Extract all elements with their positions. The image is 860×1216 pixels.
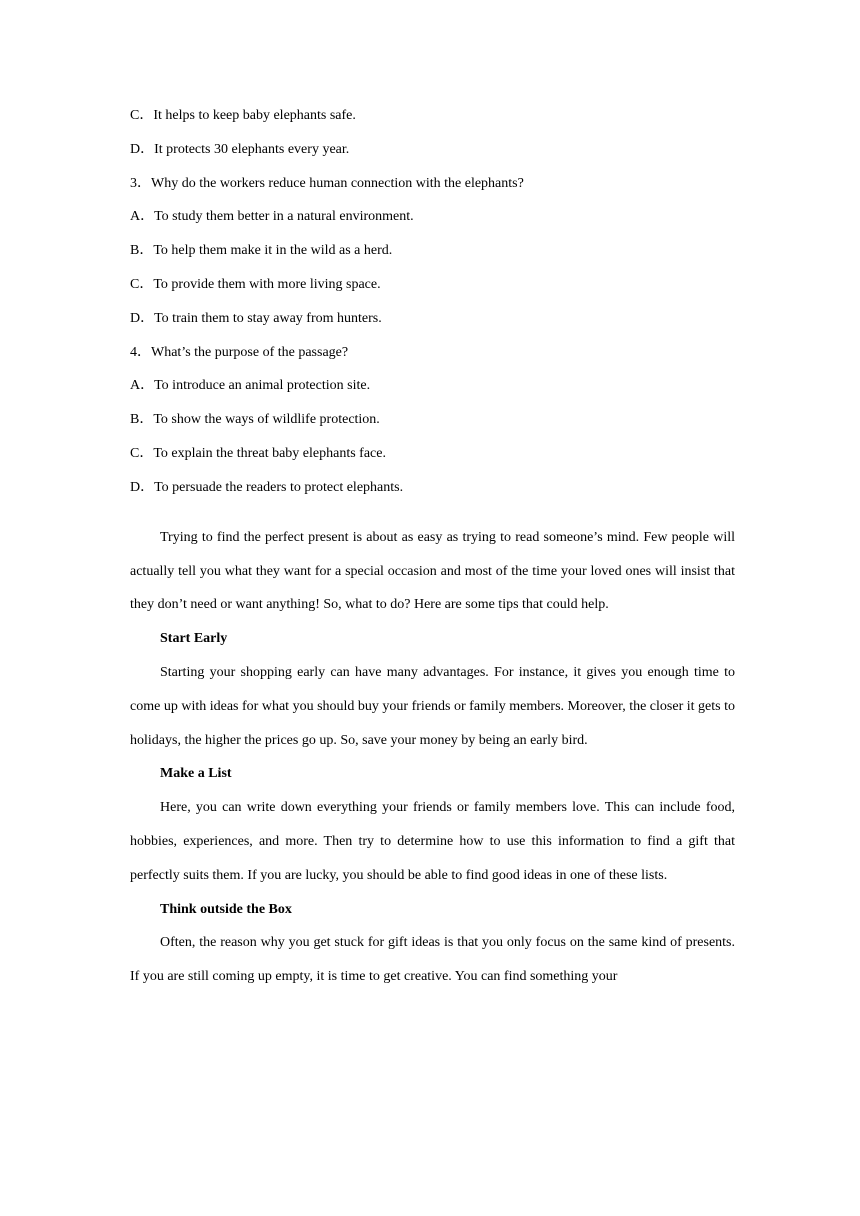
option-c-q2: C．It helps to keep baby elephants safe. — [130, 108, 356, 123]
option-d-q2: D．It protects 30 elephants every year. — [130, 141, 350, 157]
question-4-option-d: D．To persuade the readers to protect elephants. — [130, 479, 404, 495]
section-text-start-early: Starting your shopping early can have many advantages. For instance, it gives you enough time to come up with ideas for what you should buy your friends or family members. Moreover, the closer it gets to holidays, the higher the prices go up. So, save your money by being an early bird. — [130, 664, 735, 748]
passage-intro: Trying to find the perfect present is about as easy as trying to read someone’s mind. Few people will actually tell you what they want for a special occasion and most of the time your loved ones will insist that they don’t need or want anything! So, what to do? Here are some tips that could help. — [130, 529, 735, 613]
question-3-option-d: D．To train them to stay away from hunters. — [130, 310, 382, 326]
section-text-think-outside-the-box: Often, the reason why you get stuck for gift ideas is that you only focus on the same kind of presents. If you are still coming up empty, it is time to get creative. You can find something your — [130, 935, 735, 985]
question-4-stem: 4．What’s the purpose of the passage? — [130, 344, 349, 360]
question-4-option-c: C．To explain the threat baby elephants face. — [130, 445, 386, 461]
section-heading-start-early: Start Early — [160, 631, 228, 647]
section-heading-make-a-list: Make a List — [160, 766, 232, 782]
reading-passage — [130, 521, 735, 994]
question-4-option-a: A．To introduce an animal protection site. — [130, 378, 371, 394]
question-3-option-a: A．To study them better in a natural environment. — [130, 209, 414, 225]
section-text-make-a-list: Here, you can write down everything your friends or family members love. This can include food, hobbies, experiences, and more. Then try to determine how to use this information to find a gift that perfectly suits them. If you are lucky, you should be able to find good ideas in one of these lists. — [130, 800, 735, 883]
question-3-option-b: B．To help them make it in the wild as a herd. — [130, 243, 393, 259]
document-page — [130, 108, 735, 994]
question-block — [130, 108, 735, 496]
question-4-option-b: B．To show the ways of wildlife protection. — [130, 412, 380, 428]
section-heading-think-outside-the-box: Think outside the Box — [160, 901, 292, 917]
question-3-option-c: C．To provide them with more living space. — [130, 276, 381, 292]
question-3-stem: 3．Why do the workers reduce human connection with the elephants? — [130, 175, 524, 191]
